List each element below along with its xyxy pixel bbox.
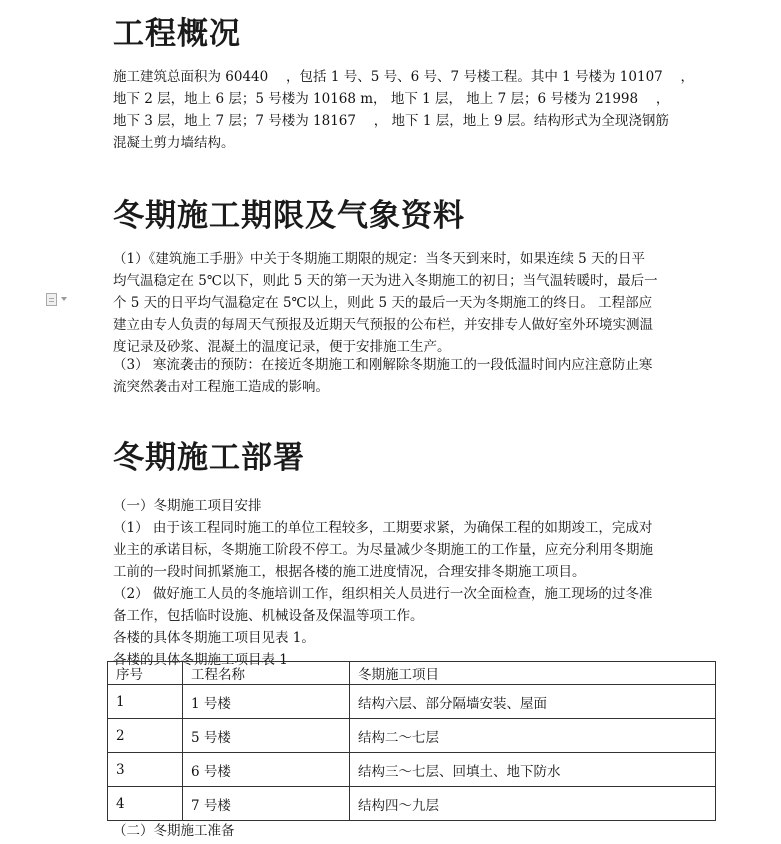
- cold-wave-paragraph: [113, 354, 673, 398]
- table-row: [108, 787, 716, 821]
- document-icon: [46, 293, 57, 306]
- chevron-down-icon: [61, 297, 67, 301]
- text-line: （3） 寒流袭击的预防：在接近冬期施工和刚解除冬期施工的一段低温时间内应注意防止寒: [113, 357, 653, 373]
- project-overview-paragraph: [113, 66, 695, 154]
- text-line: 各楼的具体冬期施工项目见表 1。: [113, 630, 315, 646]
- text-line: 流突然袭击对工程施工造成的影响。: [113, 379, 329, 395]
- paragraph-options-button[interactable]: [46, 292, 68, 306]
- table-cell: 结构六层、部分隔墙安装、屋面: [350, 685, 716, 719]
- text-line: 建立由专人负责的每周天气预报及近期天气预报的公布栏，并安排专人做好室外环境实测温: [113, 317, 653, 333]
- winter-deployment-paragraph: [113, 495, 673, 671]
- heading-winter-deployment: 冬期施工部署: [113, 440, 305, 476]
- text-line: 个 5 天的日平均气温稳定在 5℃以上，则此 5 天的最后一天为冬期施工的终日。 工程部应: [113, 295, 653, 311]
- text-line: 地下 2 层，地上 6 层；5 号楼为 10168 m， 地下 1 层， 地上 7 层；6 号楼为 21998 ，: [113, 91, 670, 107]
- table-cell: 6 号楼: [183, 753, 350, 787]
- heading-winter-period: 冬期施工期限及气象资料: [113, 198, 465, 234]
- table-cell: 结构四～九层: [350, 787, 716, 821]
- text-line: 业主的承诺目标，冬期施工阶段不停工。为尽量减少冬期施工的工作量，应充分利用冬期施: [113, 542, 653, 558]
- text-line: （1）《建筑施工手册》中关于冬期施工期限的规定：当冬天到来时，如果连续 5 天的日平: [113, 251, 646, 267]
- text-line: （2） 做好施工人员的冬施培训工作，组织相关人员进行一次全面检查，施工现场的过冬准: [113, 586, 653, 602]
- text-line: 备工作，包括临时设施、机械设备及保温等项工作。: [113, 608, 424, 624]
- text-line: 度记录及砂浆、混凝土的温度记录，便于安排施工生产。: [113, 339, 451, 355]
- table-row: [108, 685, 716, 719]
- text-line: 均气温稳定在 5℃以下，则此 5 天的第一天为进入冬期施工的初日；当气温转暖时，最后一: [113, 273, 658, 289]
- table-cell: 4: [108, 787, 183, 821]
- column-header-number: 序号: [108, 662, 183, 685]
- text-line: 施工建筑总面积为 60440 ，包括 1 号、5 号、6 号、7 号楼工程。其中 1 号楼为 10107 ，: [113, 69, 695, 85]
- text-line: （1） 由于该工程同时施工的单位工程较多，工期要求紧，为确保工程的如期竣工，完成对: [113, 520, 653, 536]
- table-cell: 1: [108, 685, 183, 719]
- table-row: [108, 753, 716, 787]
- column-header-winter-items: 冬期施工项目: [350, 662, 716, 685]
- text-line: 地下 3 层，地上 7 层；7 号楼为 18167 ， 地下 1 层，地上 9 层。结构形式为全现浇钢筋: [113, 113, 669, 129]
- table-caption: 各楼的具体冬期施工项目表 1: [113, 652, 288, 668]
- subheading-winter-preparation: （二）冬期施工准备: [113, 823, 235, 839]
- text-line: 工前的一段时间抓紧施工，根据各楼的施工进度情况，合理安排冬期施工项目。: [113, 564, 586, 580]
- text-line: 混凝土剪力墙结构。: [113, 135, 235, 151]
- column-header-project-name: 工程名称: [183, 662, 350, 685]
- text-line: （一）冬期施工项目安排: [113, 498, 262, 514]
- table-cell: 结构二～七层: [350, 719, 716, 753]
- heading-project-overview: 工程概况: [113, 16, 241, 52]
- winter-period-paragraph: [113, 248, 673, 358]
- table-cell: 7 号楼: [183, 787, 350, 821]
- table-header-row: [108, 662, 716, 685]
- table-row: [108, 719, 716, 753]
- table-cell: 1 号楼: [183, 685, 350, 719]
- table-cell: 结构三～七层、回填土、地下防水: [350, 753, 716, 787]
- table-cell: 5 号楼: [183, 719, 350, 753]
- table-cell: 2: [108, 719, 183, 753]
- table-cell: 3: [108, 753, 183, 787]
- winter-project-table: [107, 661, 716, 821]
